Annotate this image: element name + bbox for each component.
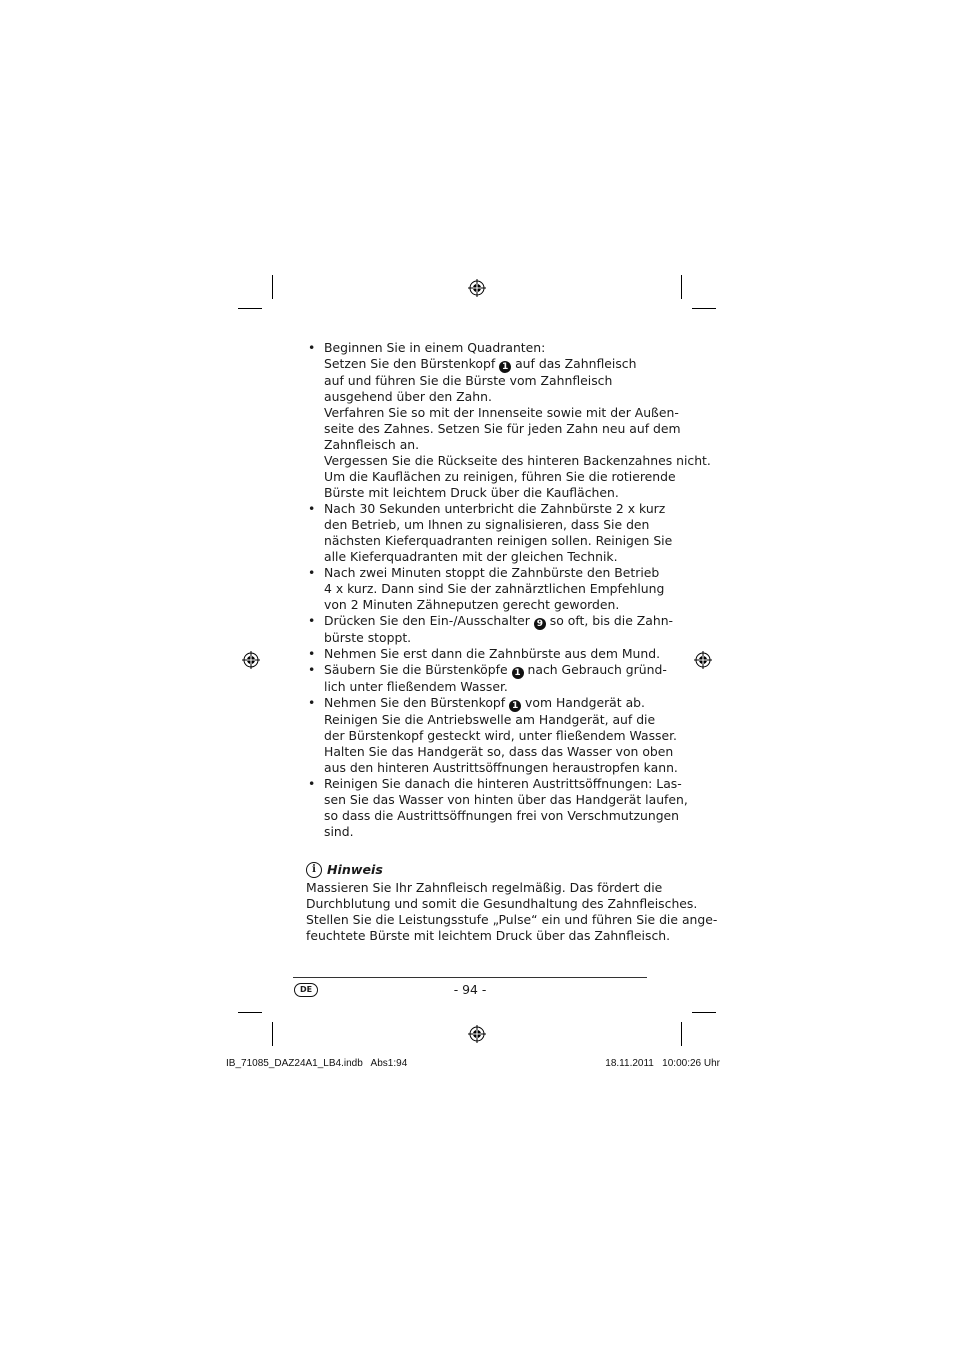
part-number-icon: 9	[534, 618, 546, 630]
text-line: Reinigen Sie die Antriebswelle am Handgerät, auf die	[324, 712, 656, 727]
language-badge: DE	[294, 983, 318, 997]
crop-mark-top-right-horizontal	[692, 308, 716, 309]
registration-mark-right-icon	[694, 651, 712, 669]
list-item	[306, 340, 711, 501]
print-slug-right: 18.11.2011 10:00:26 Uhr	[605, 1058, 720, 1069]
text-line: 4 x kurz. Dann sind Sie der zahnärztlichen Empfehlung	[324, 581, 665, 596]
text-line: so dass die Austrittsöffnungen frei von Verschmutzungen	[324, 808, 680, 823]
text-line: alle Kieferquadranten mit der gleichen Technik.	[324, 549, 618, 564]
text-fragment: Nehmen Sie den Bürstenkopf	[324, 695, 510, 710]
text-line: • Nehmen Sie erst dann die Zahnbürste aus dem Mund.	[324, 646, 661, 661]
registration-mark-top-icon	[468, 279, 486, 297]
text-line: aus den hinteren Austrittsöffnungen heraustropfen kann.	[324, 760, 678, 775]
text-line	[324, 613, 674, 630]
text-line: sind.	[324, 824, 354, 839]
note-title: Hinweis	[327, 862, 383, 877]
note-line: Durchblutung und somit die Gesundhaltung des Zahnfleisches.	[306, 896, 698, 911]
list-item	[306, 695, 678, 776]
text-fragment: auf das Zahnfleisch	[511, 356, 637, 371]
text-fragment: Setzen Sie den Bürstenkopf	[324, 356, 500, 371]
text-line: Um die Kauflächen zu reinigen, führen Sie die rotierende	[324, 469, 676, 484]
text-fragment: Drücken Sie den Ein-/Ausschalter	[324, 613, 534, 628]
list-item	[306, 646, 661, 662]
note-heading	[306, 862, 651, 878]
text-fragment: Säubern Sie die Bürstenköpfe	[324, 662, 512, 677]
text-fragment: vom Handgerät ab.	[521, 695, 645, 710]
text-line: seite des Zahnes. Setzen Sie für jeden Zahn neu auf dem	[324, 421, 681, 436]
instruction-content	[306, 340, 718, 944]
text-line: nächsten Kieferquadranten reinigen sollen. Reinigen Sie	[324, 533, 673, 548]
note-line: feuchtete Bürste mit leichtem Druck über das Zahnfleisch.	[306, 928, 671, 943]
part-number-icon: 1	[512, 667, 524, 679]
text-line: den Betrieb, um Ihnen zu signalisieren, dass Sie den	[324, 517, 650, 532]
text-line	[324, 356, 651, 373]
text-line: Vergessen Sie die Rückseite des hinteren Backenzahnes nicht.	[324, 453, 711, 468]
text-fragment: so oft, bis die Zahn-	[545, 613, 674, 628]
crop-mark-top-left-horizontal	[238, 308, 262, 309]
text-line: Halten Sie das Handgerät so, dass das Wasser von oben	[324, 744, 674, 759]
text-line: auf und führen Sie die Bürste vom Zahnfleisch	[324, 373, 613, 388]
instruction-list	[306, 340, 711, 840]
crop-mark-bottom-left-horizontal	[238, 1012, 262, 1013]
text-line: von 2 Minuten Zähneputzen gerecht geworden.	[324, 597, 620, 612]
page-number: - 94 -	[453, 982, 487, 997]
list-item	[306, 501, 673, 565]
text-line: • Reinigen Sie danach die hinteren Austrittsöffnungen: Las-	[324, 776, 682, 791]
text-line: Zahnfleisch an.	[324, 437, 420, 452]
crop-mark-top-left-vertical	[272, 275, 273, 299]
text-line: Bürste mit leichtem Druck über die Kauflächen.	[324, 485, 619, 500]
crop-mark-bottom-right-vertical	[681, 1022, 682, 1046]
list-item	[306, 662, 667, 695]
text-fragment: nach Gebrauch gründ-	[523, 662, 667, 677]
text-line: • Nach zwei Minuten stoppt die Zahnbürste den Betrieb	[324, 565, 660, 580]
print-slug-left: IB_71085_DAZ24A1_LB4.indb Abs1:94	[226, 1058, 408, 1069]
registration-mark-left-icon	[242, 651, 260, 669]
text-line: sen Sie das Wasser von hinten über das Handgerät laufen,	[324, 792, 688, 807]
info-icon: i	[306, 862, 322, 878]
crop-mark-top-right-vertical	[681, 275, 682, 299]
crop-mark-bottom-left-vertical	[272, 1022, 273, 1046]
text-line: bürste stoppt.	[324, 630, 412, 645]
text-line: der Bürstenkopf gesteckt wird, unter fließendem Wasser.	[324, 728, 677, 743]
note-body	[306, 880, 718, 944]
registration-mark-bottom-icon	[468, 1025, 486, 1043]
part-number-icon: 1	[509, 700, 521, 712]
list-item	[306, 565, 665, 613]
text-line: Verfahren Sie so mit der Innenseite sowie mit der Außen-	[324, 405, 679, 420]
note-line: Massieren Sie Ihr Zahnfleisch regelmäßig. Das fördert die	[306, 880, 663, 895]
list-item	[306, 613, 674, 646]
crop-mark-bottom-right-horizontal	[692, 1012, 716, 1013]
part-number-icon: 1	[499, 361, 511, 373]
footer-rule	[293, 977, 647, 978]
text-line: • Beginnen Sie in einem Quadranten:	[324, 340, 546, 355]
list-item	[306, 776, 688, 840]
text-line: lich unter fließendem Wasser.	[324, 679, 508, 694]
text-line: • Nach 30 Sekunden unterbricht die Zahnbürste 2 x kurz	[324, 501, 666, 516]
text-line: ausgehend über den Zahn.	[324, 389, 492, 404]
text-line	[324, 662, 667, 679]
text-line	[324, 695, 651, 712]
note-line: Stellen Sie die Leistungsstufe „Pulse“ ein und führen Sie die ange-	[306, 912, 718, 927]
